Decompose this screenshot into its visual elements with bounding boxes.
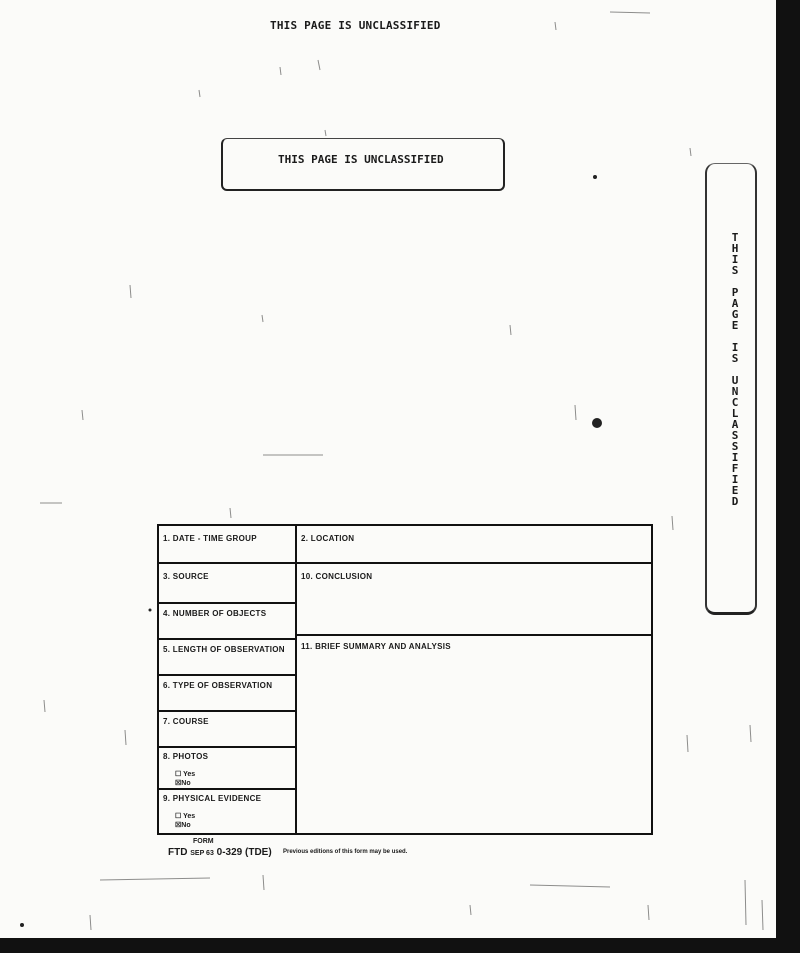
side-stamp-char: N bbox=[731, 385, 739, 398]
side-stamp-char: I bbox=[731, 451, 739, 464]
label-source: 3. SOURCE bbox=[163, 572, 209, 581]
form-ftd: FTD bbox=[168, 847, 188, 858]
label-length-of-observation: 5. LENGTH OF OBSERVATION bbox=[163, 645, 285, 654]
form-number bbox=[168, 847, 272, 858]
form-word: FORM bbox=[193, 838, 214, 845]
side-stamp-char: I bbox=[731, 253, 739, 266]
side-stamp-char: S bbox=[731, 429, 739, 442]
label-location: 2. LOCATION bbox=[301, 534, 355, 543]
side-stamp-char: I bbox=[731, 473, 739, 486]
label-conclusion: 10. CONCLUSION bbox=[301, 572, 373, 581]
photos-yes-label: Yes bbox=[183, 771, 196, 778]
boxed-classification-text: THIS PAGE IS UNCLASSIFIED bbox=[278, 153, 444, 166]
photos-no-label: No bbox=[181, 780, 191, 787]
evidence-yes-label: Yes bbox=[183, 813, 196, 820]
side-classification-text bbox=[728, 232, 742, 507]
evidence-no-option: ☒No bbox=[175, 822, 191, 829]
side-stamp-char: C bbox=[731, 396, 739, 409]
side-stamp-char: D bbox=[731, 495, 739, 508]
scan-edge-right bbox=[776, 0, 800, 953]
side-stamp-char: L bbox=[731, 407, 739, 420]
side-stamp-char: S bbox=[731, 264, 739, 277]
side-stamp-char: H bbox=[731, 242, 739, 255]
side-stamp-char: S bbox=[731, 352, 739, 365]
side-stamp-char: I bbox=[731, 341, 739, 354]
top-classification-stamp: THIS PAGE IS UNCLASSIFIED bbox=[270, 19, 441, 32]
row-date-location bbox=[159, 526, 651, 564]
label-photos: 8. PHOTOS bbox=[163, 752, 209, 761]
label-brief-summary: 11. BRIEF SUMMARY AND ANALYSIS bbox=[301, 642, 451, 651]
label-physical-evidence: 9. PHYSICAL EVIDENCE bbox=[163, 794, 262, 803]
label-date-time-group: 1. DATE - TIME GROUP bbox=[163, 534, 257, 543]
side-stamp-char: G bbox=[731, 308, 739, 321]
label-type-of-observation: 6. TYPE OF OBSERVATION bbox=[163, 681, 273, 690]
form-date: SEP 63 bbox=[190, 850, 214, 857]
side-stamp-char: A bbox=[731, 418, 739, 431]
scan-edge-bottom bbox=[0, 938, 800, 953]
side-stamp-char: E bbox=[731, 484, 739, 497]
label-course: 7. COURSE bbox=[163, 717, 209, 726]
evidence-no-label: No bbox=[181, 822, 191, 829]
side-stamp-char: E bbox=[731, 319, 739, 332]
label-number-of-objects: 4. NUMBER OF OBJECTS bbox=[163, 609, 267, 618]
form-note: Previous editions of this form may be used. bbox=[283, 849, 408, 855]
evidence-checkboxes bbox=[175, 812, 195, 830]
side-stamp-char: P bbox=[731, 286, 739, 299]
evidence-yes-option: ☐ Yes bbox=[175, 813, 196, 820]
cell-source bbox=[159, 564, 295, 604]
side-stamp-char: S bbox=[731, 440, 739, 453]
side-stamp-char: T bbox=[731, 231, 739, 244]
side-stamp-char: U bbox=[731, 374, 739, 387]
form-code: 0-329 bbox=[216, 847, 243, 858]
side-stamp-char: F bbox=[731, 462, 739, 475]
project-record-card bbox=[157, 524, 653, 835]
photos-yes-option: ☐ Yes bbox=[175, 771, 196, 778]
photos-no-option: ☒No bbox=[175, 780, 191, 787]
photos-checkboxes bbox=[175, 770, 195, 788]
side-stamp-char: A bbox=[731, 297, 739, 310]
form-dept: (TDE) bbox=[245, 847, 272, 858]
